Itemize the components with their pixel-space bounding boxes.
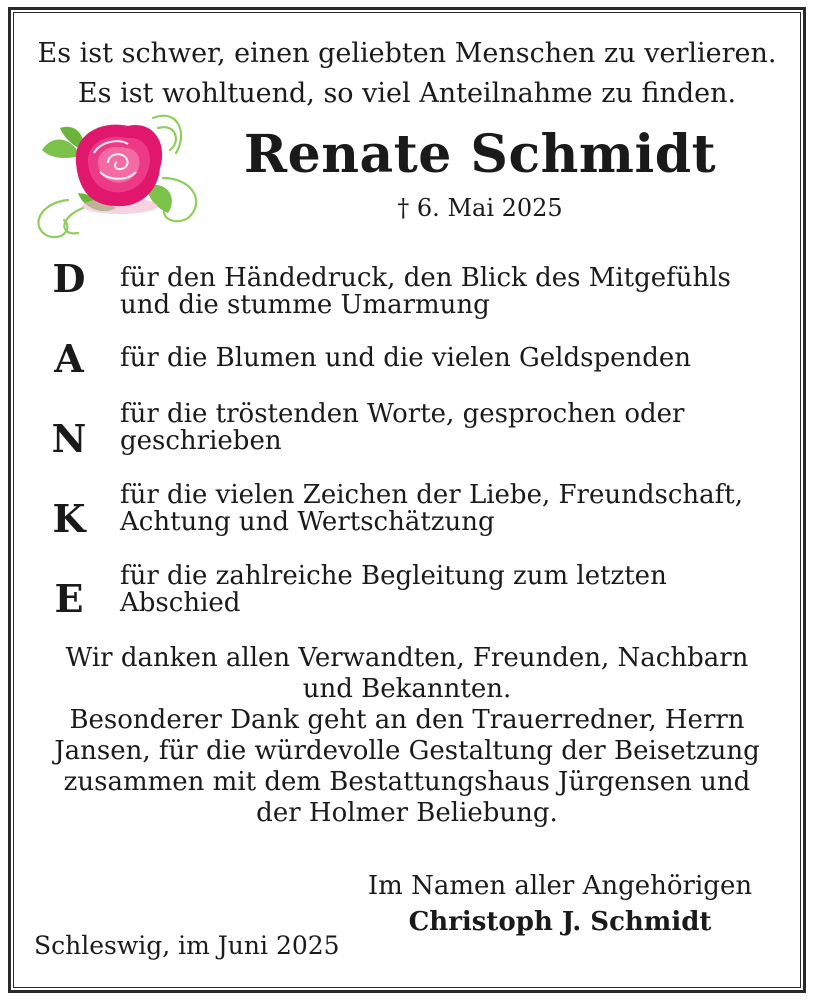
death-date: † 6. Mai 2025 <box>397 194 563 222</box>
danke-reason-e-line-2: Abschied <box>120 588 241 618</box>
thanks-line-2: und Bekannten. <box>302 674 512 704</box>
intro-line-2: Es ist wohltuend, so viel Anteilnahme zu finden. <box>77 78 737 109</box>
danke-reason-e-line-1: für die zahlreiche Begleitung zum letzten <box>120 561 667 591</box>
danke-reason-d-line-1: für den Händedruck, den Blick des Mitgefühls <box>120 263 731 293</box>
danke-reason-n-line-1: für die tröstenden Worte, gesprochen oder <box>120 399 685 429</box>
deceased-name: Renate Schmidt <box>243 124 717 185</box>
thanks-line-3: Besonderer Dank geht an den Trauerredner, Herrn <box>69 705 745 735</box>
thanks-line-4: Jansen, für die würdevolle Gestaltung der Beisetzung <box>54 736 760 766</box>
danke-letter-d: D <box>52 256 86 301</box>
thanks-line-5: zusammen mit dem Bestattungshaus Jürgensen und <box>63 767 751 797</box>
danke-letter-a: A <box>54 336 84 381</box>
signature-name: Christoph J. Schmidt <box>408 907 712 937</box>
thanks-line-1: Wir danken allen Verwandten, Freunden, Nachbarn <box>65 643 749 673</box>
danke-reason-k-line-2: Achtung und Wertschätzung <box>120 507 495 537</box>
danke-reason-a-line-1: für die Blumen und die vielen Geldspenden <box>120 343 692 373</box>
thanks-line-6: der Holmer Beliebung. <box>256 798 558 828</box>
danke-letter-n: N <box>51 416 87 461</box>
intro-line-1: Es ist schwer, einen geliebten Menschen zu verlieren. <box>37 38 777 69</box>
rose-icon <box>28 108 213 243</box>
danke-reason-k-line-1: für die vielen Zeichen der Liebe, Freundschaft, <box>120 480 743 510</box>
signature-on-behalf: Im Namen aller Angehörigen <box>367 871 753 901</box>
danke-reason-d-line-2: und die stumme Umarmung <box>120 290 490 320</box>
place-and-date: Schleswig, im Juni 2025 <box>34 931 340 960</box>
danke-letter-k: K <box>52 496 86 541</box>
danke-reason-n-line-2: geschrieben <box>120 426 282 456</box>
danke-letter-e: E <box>54 576 84 621</box>
